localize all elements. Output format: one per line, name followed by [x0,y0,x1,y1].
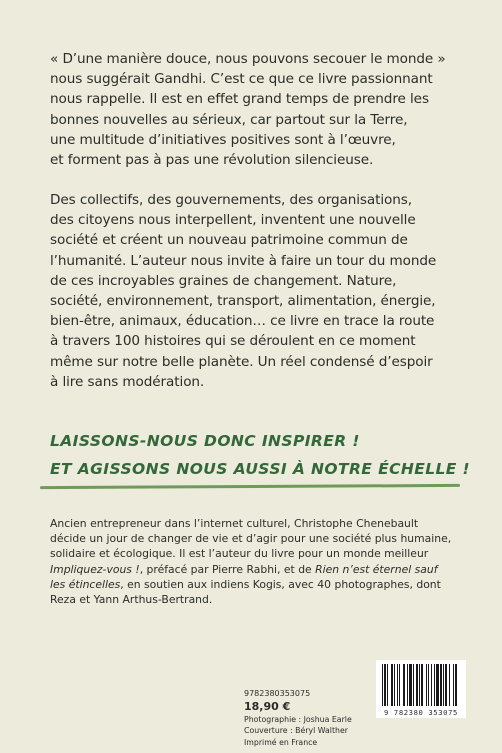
bio-line: Reza et Yann Arthus-Bertrand. [50,593,213,607]
barcode-bar [409,664,412,706]
book-title: les étincelles [50,577,121,591]
text-line: Des collectifs, des gouvernements, des organisations, [50,192,412,208]
barcode-bar [387,664,388,706]
cover-credit: Couverture : Béryl Walther [244,726,348,735]
barcode-bar [455,664,457,706]
author-bio [50,516,455,607]
bio-line: décide un jour de changer de vie et d’agir pour une société plus humaine, [50,532,452,546]
bio-line: , en soutien aux indiens Kogis, avec 40 photographes, dont [120,577,441,591]
barcode-bars [376,660,466,708]
barcode-bar [440,664,442,706]
barcode-bar [407,664,408,706]
price: 18,90 € [244,699,291,713]
barcode-bar [436,664,439,706]
text-line: des citoyens nous interpellent, inventent une nouvelle [50,212,416,229]
text-line: l’humanité. L’auteur nous invite à faire un tour du monde [50,252,437,269]
barcode-bar [445,664,447,706]
barcode-bar [428,664,429,706]
text-line: et forment pas à pas une révolution silencieuse. [50,152,374,169]
text-line: une multitude d’initiatives positives sont à l’œuvre, [50,131,396,148]
barcode-bar [453,664,454,706]
text-line: bien-être, animaux, éducation… ce livre en trace la route [50,313,435,330]
bio-line: solidaire et écologique. Il est l’auteur du livre pour un monde meilleur [50,547,429,561]
barcode [376,660,466,718]
text-line: bonnes nouvelles au sérieux, car partout sur la Terre, [50,111,408,128]
barcode-bar [399,664,400,706]
book-title: Impliquez-vous ! [50,562,140,576]
text-line: nous rappelle. Il est en effet grand temps de prendre les [50,91,429,108]
isbn: 9782380353075 [244,689,311,698]
barcode-bar [416,664,418,706]
barcode-bar [419,664,420,706]
barcode-bar [449,664,450,706]
barcode-bar [397,664,398,706]
barcode-bar [431,664,432,706]
text-line: même sur notre belle planète. Un réel condensé d’espoir [50,353,433,370]
slogan [50,427,470,483]
text-line: à lire sans modération. [50,373,205,390]
barcode-bar [413,664,414,706]
barcode-bar [443,664,444,706]
price-block [244,688,374,748]
slogan-line: LAISSONS-NOUS DONC INSPIRER ! [50,432,360,450]
text-line: « D’une manière douce, nous pouvons secouer le monde » [50,51,446,67]
bio-line: , préfacé par Pierre Rabhi, et de [139,562,316,576]
barcode-bar [384,664,386,706]
text-line: de ces incroyables graines de changement. Nature, [50,272,397,289]
photo-credit: Photographie : Joshua Earle [244,714,352,724]
text-line: nous suggérait Gandhi. C’est ce que ce livre passionnant [50,71,433,88]
description-paragraph [50,190,458,392]
barcode-bar [382,664,383,706]
barcode-bar [426,664,427,706]
print-origin: Imprimé en France [244,737,318,747]
bio-line: Ancien entrepreneur dans l’internet culturel, Christophe Chenebault [50,517,419,530]
barcode-bar [421,664,423,706]
divider-brushstroke [40,484,460,489]
intro-paragraph [50,49,458,170]
barcode-number: 9 782380 353075 [384,708,458,717]
text-line: à travers 100 histoires qui se déroulent en ce moment [50,333,416,350]
text-line: société, environnement, transport, alimentation, énergie, [50,293,436,310]
slogan-line: ET AGISSONS NOUS AUSSI À NOTRE ÉCHELLE ! [50,460,471,478]
barcode-bar [391,664,393,706]
barcode-bar [403,664,405,706]
barcode-bar [394,664,395,706]
barcode-bar [434,664,435,706]
text-line: société et créent un nouveau patrimoine commun de [50,232,408,249]
book-title: Rien n’est éternel sauf [315,562,438,576]
